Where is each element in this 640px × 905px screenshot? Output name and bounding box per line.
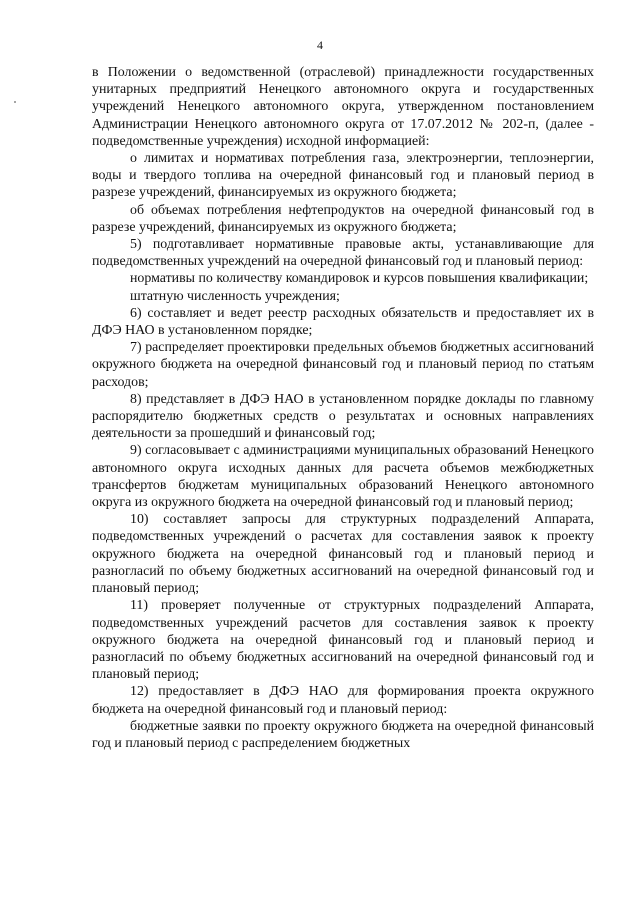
paragraph-norms: нормативы по количеству командировок и курсов повышения квалификации;	[130, 271, 589, 287]
document-body	[92, 64, 594, 752]
paragraph-item-7: 7) распределяет проектировки предельных объемов бюджетных ассигнований окружного бюджета на очередной финансовый год и плановый период по статьям расходов;	[92, 340, 594, 390]
paragraph-fuel: об объемах потребления нефтепродуктов на очередной финансовый год в разрезе учреждений, финансируемых из окружного бюджета;	[92, 202, 594, 235]
scan-speck	[14, 101, 16, 103]
paragraph-intro: в Положении о ведомственной (отраслевой) принадлежности государственных унитарных предприятий Ненецкого автономного округа и государственных учреждений Ненецкого автономного округа, утвержденном постановлением Администрации Ненецкого автономного округа от 17.07.2012 № 202-п, (далее - подведомственные учреждения) исходной информацией:	[92, 65, 594, 149]
paragraph-item-6: 6) составляет и ведет реестр расходных обязательств и предоставляет их в ДФЭ НАО в установленном порядке;	[92, 305, 594, 339]
paragraph-limits: о лимитах и нормативах потребления газа, электроэнергии, теплоэнергии, воды и твердого топлива на очередной финансовый год и плановый период в разрезе учреждений, финансируемых из окружного бюджета;	[92, 151, 594, 201]
paragraph-item-12: 12) предоставляет в ДФЭ НАО для формирования проекта окружного бюджета на очередной финансовый год и плановый период:	[92, 684, 594, 717]
paragraph-item-5: 5) подготавливает нормативные правовые акты, устанавливающие для подведомственных учреждений на очередной финансовый год и плановый период:	[92, 237, 594, 270]
page-number: 4	[317, 38, 323, 52]
paragraph-item-11: 11) проверяет полученные от структурных подразделений Аппарата, подведомственных учреждений расчетов для составления заявок к проекту окружного бюджета на очередной финансовый год и плановый период и разногласий по объему бюджетных ассигнований на очередной финансовый год и плановый период;	[92, 598, 594, 683]
paragraph-budget-requests: бюджетные заявки по проекту окружного бюджета на очередной финансовый год и плановый период с распределением бюджетных	[92, 718, 594, 751]
paragraph-staff: штатную численность учреждения;	[130, 288, 340, 304]
paragraph-item-8: 8) представляет в ДФЭ НАО в установленном порядке доклады по главному распорядителю бюджетных средств о результатах и основных направлениях деятельности за прошедший и финансовый год;	[92, 391, 594, 442]
paragraph-item-10: 10) составляет запросы для структурных подразделений Аппарата, подведомственных учреждений о расчетах для составления заявок к проекту окружного бюджета на очередной финансовый год и плановый период и разногласий по объему бюджетных ассигнований на очередной финансовый год и плановый период;	[92, 512, 594, 597]
paragraph-item-9: 9) согласовывает с администрациями муниципальных образований Ненецкого автономного округа исходных данных для расчета объемов межбюджетных трансфертов бюджетам муниципальных образований Ненецкого автономного округа из окружного бюджета на очередной финансовый год и плановый период;	[92, 443, 594, 511]
